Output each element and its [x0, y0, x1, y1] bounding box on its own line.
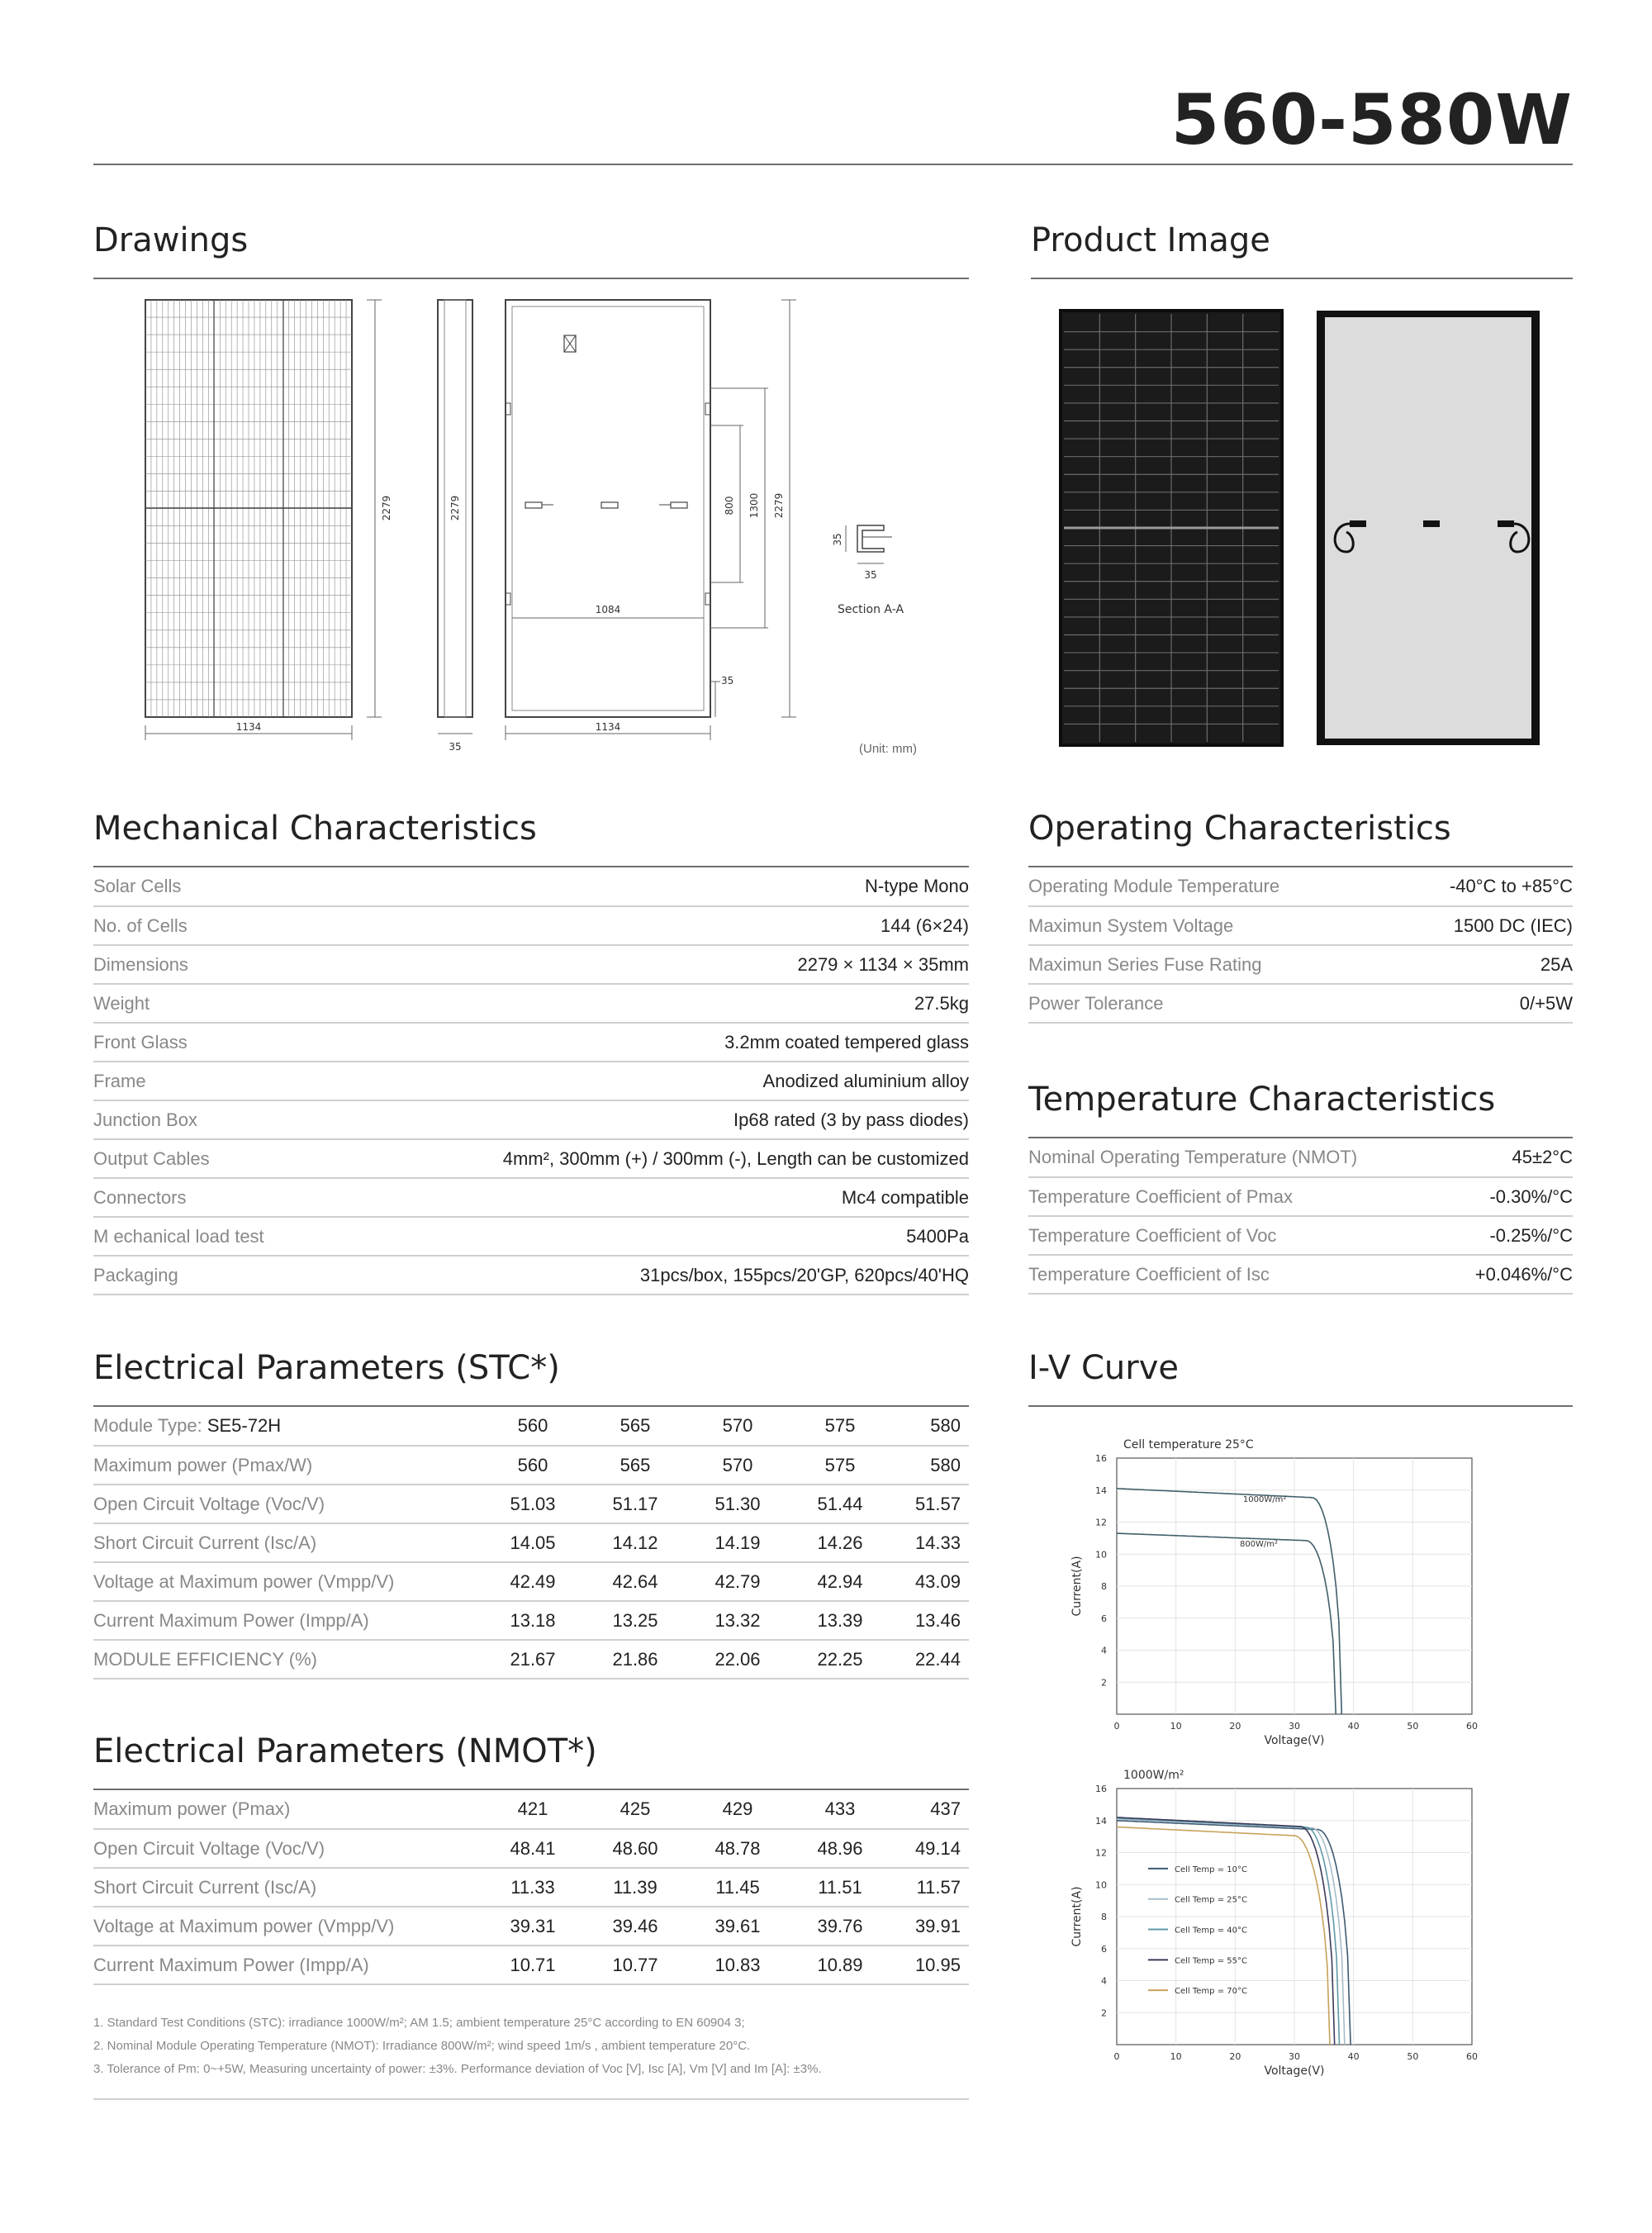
stc-value: 13.18	[482, 1601, 584, 1640]
chart-title: Cell temperature 25°C	[1123, 1438, 1254, 1451]
nmot-value: 49.14	[891, 1829, 969, 1868]
side-depth-label: 35	[449, 741, 462, 753]
stc-label: Current Maximum Power (Impp/A)	[93, 1601, 482, 1640]
nmot-value: 39.31	[482, 1907, 584, 1946]
stc-row	[93, 1446, 969, 1485]
operating-row	[1028, 945, 1573, 984]
mechanical-value: 2279 × 1134 × 35mm	[328, 945, 969, 984]
stc-value: 51.57	[891, 1485, 969, 1523]
temperature-row	[1028, 1177, 1573, 1216]
nmot-value: 39.91	[891, 1907, 969, 1946]
back-view-drawing	[506, 300, 796, 740]
mechanical-label: Output Cables	[93, 1139, 328, 1178]
stc-value: 22.44	[891, 1640, 969, 1679]
legend-label: Cell Temp = 55°C	[1175, 1956, 1247, 1966]
curve-label: 1000W/m²	[1242, 1494, 1287, 1504]
operating-value: 0/+5W	[1393, 984, 1573, 1023]
stc-value: 14.05	[482, 1523, 584, 1562]
stc-value: 580	[891, 1446, 969, 1485]
y-tick-label: 14	[1095, 1485, 1107, 1496]
stc-header-row	[93, 1407, 969, 1446]
x-tick-label: 20	[1229, 2051, 1241, 2062]
stc-row	[93, 1601, 969, 1640]
iv-chart-temperature	[1057, 1756, 1487, 2078]
stc-value: 13.39	[789, 1601, 891, 1640]
stc-value: 570	[686, 1446, 789, 1485]
temperature-row	[1028, 1216, 1573, 1255]
stc-row	[93, 1523, 969, 1562]
operating-value: -40°C to +85°C	[1393, 867, 1573, 906]
iv-divider	[1028, 1405, 1573, 1407]
module-type-cell	[93, 1407, 482, 1446]
x-tick-label: 60	[1466, 2051, 1478, 2062]
y-tick-label: 10	[1095, 1879, 1107, 1891]
nmot-row	[93, 1790, 969, 1829]
stc-value: 14.12	[584, 1523, 686, 1562]
nmot-label: Short Circuit Current (Isc/A)	[93, 1868, 482, 1907]
stc-table	[93, 1407, 969, 1680]
y-tick-label: 14	[1095, 1815, 1107, 1827]
back-1300-label: 1300	[748, 492, 760, 519]
operating-label: Power Tolerance	[1028, 984, 1393, 1023]
mechanical-row	[93, 984, 969, 1023]
front-view-drawing	[145, 300, 392, 740]
nmot-row	[93, 1907, 969, 1946]
nmot-value: 11.45	[686, 1868, 789, 1907]
operating-label: Maximun System Voltage	[1028, 906, 1393, 945]
stc-value: 560	[482, 1446, 584, 1485]
y-tick-label: 8	[1101, 1912, 1107, 1922]
stc-title: Electrical Parameters (STC*)	[93, 1349, 560, 1387]
drawings-divider	[93, 278, 969, 279]
nmot-value: 48.60	[584, 1829, 686, 1868]
operating-row	[1028, 906, 1573, 945]
temperature-value: 45±2°C	[1448, 1138, 1573, 1177]
nmot-row	[93, 1946, 969, 1984]
mechanical-row	[93, 1139, 969, 1178]
y-tick-label: 10	[1095, 1549, 1107, 1561]
stc-header-cell: 560	[482, 1407, 584, 1446]
iv-curve-line	[1117, 1827, 1330, 2045]
iv-curve-line	[1117, 1533, 1336, 1714]
nmot-value: 10.89	[789, 1946, 891, 1984]
temperature-row	[1028, 1255, 1573, 1294]
mechanical-row	[93, 1256, 969, 1295]
mechanical-label: Weight	[93, 984, 328, 1023]
stc-header-cell: 580	[891, 1407, 969, 1446]
section-label: Section A-A	[837, 603, 904, 616]
nmot-value: 429	[686, 1790, 789, 1829]
legend-label: Cell Temp = 40°C	[1175, 1926, 1247, 1936]
mechanical-label: No. of Cells	[93, 906, 328, 945]
stc-value: 42.94	[789, 1562, 891, 1601]
y-tick-label: 16	[1095, 1453, 1107, 1464]
y-tick-label: 2	[1101, 2007, 1107, 2019]
nmot-row	[93, 1868, 969, 1907]
front-height-label: 2279	[381, 495, 392, 521]
mechanical-row	[93, 1023, 969, 1062]
nmot-value: 425	[584, 1790, 686, 1829]
back-inner-width-label: 1084	[595, 604, 621, 615]
stc-label: MODULE EFFICIENCY (%)	[93, 1640, 482, 1679]
mechanical-table	[93, 867, 969, 1295]
stc-value: 13.46	[891, 1601, 969, 1640]
section-drawing	[832, 525, 904, 616]
module-type-value: SE5-72H	[206, 1415, 282, 1436]
chart-title: 1000W/m²	[1123, 1769, 1184, 1782]
stc-value: 575	[789, 1446, 891, 1485]
side-height-label: 2279	[449, 495, 461, 521]
mechanical-label: Junction Box	[93, 1100, 328, 1139]
nmot-value: 11.57	[891, 1868, 969, 1907]
stc-label: Short Circuit Current (Isc/A)	[93, 1523, 482, 1562]
back-2279-label: 2279	[773, 492, 785, 519]
nmot-value: 48.78	[686, 1829, 789, 1868]
mechanical-row	[93, 1100, 969, 1139]
mechanical-label: Connectors	[93, 1178, 328, 1217]
temperature-value: +0.046%/°C	[1448, 1255, 1573, 1294]
temperature-label: Temperature Coefficient of Pmax	[1028, 1177, 1448, 1216]
operating-label: Operating Module Temperature	[1028, 867, 1393, 906]
stc-value: 51.03	[482, 1485, 584, 1523]
stc-value: 21.86	[584, 1640, 686, 1679]
nmot-title: Electrical Parameters (NMOT*)	[93, 1732, 597, 1770]
x-tick-label: 20	[1229, 1721, 1241, 1732]
stc-value: 13.25	[584, 1601, 686, 1640]
footnote: 2. Nominal Module Operating Temperature (NMOT): Irradiance 800W/m²; wind speed 1m/s , ambient temperature 20°C.	[93, 2039, 751, 2053]
nmot-value: 10.83	[686, 1946, 789, 1984]
mechanical-value: Ip68 rated (3 by pass diodes)	[328, 1100, 969, 1139]
mechanical-row	[93, 945, 969, 984]
x-tick-label: 0	[1113, 1721, 1120, 1732]
stc-value: 14.19	[686, 1523, 789, 1562]
x-tick-label: 30	[1289, 2051, 1300, 2062]
temperature-label: Nominal Operating Temperature (NMOT)	[1028, 1138, 1448, 1177]
stc-row	[93, 1485, 969, 1523]
nmot-value: 437	[891, 1790, 969, 1829]
mechanical-value: N-type Mono	[328, 867, 969, 906]
mechanical-label: Dimensions	[93, 945, 328, 984]
mechanical-value: 144 (6×24)	[328, 906, 969, 945]
stc-value: 42.79	[686, 1562, 789, 1601]
stc-value: 22.25	[789, 1640, 891, 1679]
x-tick-label: 40	[1347, 2051, 1360, 2062]
bottom-divider	[93, 2098, 969, 2100]
nmot-value: 39.46	[584, 1907, 686, 1946]
operating-value: 1500 DC (IEC)	[1393, 906, 1573, 945]
section-bottom-label: 35	[864, 569, 877, 581]
operating-value: 25A	[1393, 945, 1573, 984]
back-frame-label: 35	[721, 675, 734, 687]
stc-value: 51.30	[686, 1485, 789, 1523]
stc-value: 42.49	[482, 1562, 584, 1601]
x-tick-label: 10	[1170, 2051, 1182, 2062]
stc-value: 21.67	[482, 1640, 584, 1679]
y-tick-label: 4	[1101, 1645, 1107, 1656]
mechanical-title: Mechanical Characteristics	[93, 810, 537, 848]
operating-row	[1028, 867, 1573, 906]
temperature-row	[1028, 1138, 1573, 1177]
nmot-value: 48.41	[482, 1829, 584, 1868]
nmot-value: 39.76	[789, 1907, 891, 1946]
nmot-table	[93, 1790, 969, 1985]
y-axis-label: Current(A)	[1070, 1886, 1084, 1947]
mechanical-row	[93, 1178, 969, 1217]
temperature-value: -0.30%/°C	[1448, 1177, 1573, 1216]
nmot-value: 421	[482, 1790, 584, 1829]
stc-value: 51.17	[584, 1485, 686, 1523]
legend-label: Cell Temp = 70°C	[1175, 1987, 1247, 1997]
x-tick-label: 60	[1466, 1721, 1478, 1732]
iv-chart-irradiance	[1057, 1425, 1487, 1747]
stc-header-cell: 575	[789, 1407, 891, 1446]
nmot-value: 11.39	[584, 1868, 686, 1907]
section-top-label: 35	[832, 533, 843, 546]
stc-value: 13.32	[686, 1601, 789, 1640]
stc-value: 14.33	[891, 1523, 969, 1562]
mechanical-label: Front Glass	[93, 1023, 328, 1062]
mechanical-value: 31pcs/box, 155pcs/20'GP, 620pcs/40'HQ	[328, 1256, 969, 1295]
top-divider	[93, 164, 1573, 165]
x-tick-label: 10	[1170, 1721, 1182, 1732]
mechanical-label: M echanical load test	[93, 1217, 328, 1256]
operating-row	[1028, 984, 1573, 1023]
temperature-label: Temperature Coefficient of Voc	[1028, 1216, 1448, 1255]
nmot-value: 11.33	[482, 1868, 584, 1907]
y-tick-label: 6	[1101, 1943, 1107, 1955]
back-width-label: 1134	[595, 721, 621, 733]
stc-label: Maximum power (Pmax/W)	[93, 1446, 482, 1485]
stc-value: 565	[584, 1446, 686, 1485]
stc-value: 43.09	[891, 1562, 969, 1601]
nmot-label: Voltage at Maximum power (Vmpp/V)	[93, 1907, 482, 1946]
mechanical-row	[93, 906, 969, 945]
y-tick-label: 6	[1101, 1613, 1107, 1624]
nmot-value: 48.96	[789, 1829, 891, 1868]
footnote: 1. Standard Test Conditions (STC): irradiance 1000W/m²; AM 1.5; ambient temperature 25°C according to EN 60904 3;	[93, 2016, 745, 2030]
mechanical-row	[93, 1062, 969, 1100]
stc-header-cell: 565	[584, 1407, 686, 1446]
stc-label: Voltage at Maximum power (Vmpp/V)	[93, 1562, 482, 1601]
product-image-divider	[1031, 278, 1573, 279]
mechanical-row	[93, 867, 969, 906]
unit-note: (Unit: mm)	[859, 742, 917, 756]
stc-row	[93, 1640, 969, 1679]
nmot-label: Current Maximum Power (Impp/A)	[93, 1946, 482, 1984]
temperature-value: -0.25%/°C	[1448, 1216, 1573, 1255]
y-axis-label: Current(A)	[1070, 1556, 1084, 1617]
stc-row	[93, 1562, 969, 1601]
nmot-value: 11.51	[789, 1868, 891, 1907]
panel-front-image	[1061, 311, 1282, 745]
nmot-value: 39.61	[686, 1907, 789, 1946]
x-tick-label: 50	[1407, 2051, 1419, 2062]
stc-value: 51.44	[789, 1485, 891, 1523]
nmot-row	[93, 1829, 969, 1868]
mechanical-value: Mc4 compatible	[328, 1178, 969, 1217]
y-tick-label: 12	[1095, 1847, 1107, 1859]
drawings-title: Drawings	[93, 221, 249, 259]
nmot-value: 433	[789, 1790, 891, 1829]
iv-title: I-V Curve	[1028, 1349, 1179, 1387]
stc-header-cell: 570	[686, 1407, 789, 1446]
x-axis-label: Voltage(V)	[1264, 1734, 1325, 1747]
x-tick-label: 30	[1289, 1721, 1300, 1732]
nmot-value: 10.71	[482, 1946, 584, 1984]
x-tick-label: 0	[1113, 2051, 1120, 2062]
nmot-label: Maximum power (Pmax)	[93, 1790, 482, 1829]
x-tick-label: 40	[1347, 1721, 1360, 1732]
module-type-label: Module Type:	[93, 1415, 202, 1436]
stc-label: Open Circuit Voltage (Voc/V)	[93, 1485, 482, 1523]
side-view-drawing	[438, 300, 472, 753]
temperature-title: Temperature Characteristics	[1028, 1081, 1496, 1119]
mechanical-value: 3.2mm coated tempered glass	[328, 1023, 969, 1062]
page-title: 560-580W	[1170, 79, 1573, 160]
stc-value: 14.26	[789, 1523, 891, 1562]
nmot-value: 10.77	[584, 1946, 686, 1984]
back-800-label: 800	[724, 496, 735, 515]
mechanical-label: Frame	[93, 1062, 328, 1100]
legend-label: Cell Temp = 25°C	[1175, 1895, 1247, 1905]
panel-back-image	[1317, 311, 1540, 745]
operating-table	[1028, 867, 1573, 1024]
mechanical-row	[93, 1217, 969, 1256]
x-axis-label: Voltage(V)	[1264, 2064, 1325, 2078]
legend-label: Cell Temp = 10°C	[1175, 1865, 1247, 1874]
footnotes	[93, 2012, 822, 2081]
nmot-value: 10.95	[891, 1946, 969, 1984]
y-tick-label: 2	[1101, 1677, 1107, 1689]
product-image-title: Product Image	[1031, 221, 1270, 259]
mechanical-value: Anodized aluminium alloy	[328, 1062, 969, 1100]
y-tick-label: 16	[1095, 1784, 1107, 1794]
technical-drawings	[132, 289, 942, 768]
product-images	[1057, 307, 1553, 750]
footnote: 3. Tolerance of Pm: 0~+5W, Measuring uncertainty of power: ±3%. Performance deviation of Voc [V], Isc [A], Vm [V] and Im [A]: ±3%.	[93, 2062, 822, 2076]
curve-label: 800W/m²	[1239, 1540, 1279, 1550]
mechanical-value: 5400Pa	[328, 1217, 969, 1256]
stc-value: 42.64	[584, 1562, 686, 1601]
mechanical-value: 4mm², 300mm (+) / 300mm (-), Length can be customized	[328, 1139, 969, 1178]
stc-value: 22.06	[686, 1640, 789, 1679]
mechanical-label: Packaging	[93, 1256, 328, 1295]
y-tick-label: 12	[1095, 1517, 1107, 1528]
x-tick-label: 50	[1407, 1721, 1419, 1732]
nmot-label: Open Circuit Voltage (Voc/V)	[93, 1829, 482, 1868]
mechanical-value: 27.5kg	[328, 984, 969, 1023]
front-width-label: 1134	[235, 721, 262, 733]
temperature-label: Temperature Coefficient of Isc	[1028, 1255, 1448, 1294]
y-tick-label: 4	[1101, 1975, 1107, 1987]
operating-label: Maximun Series Fuse Rating	[1028, 945, 1393, 984]
temperature-table	[1028, 1138, 1573, 1295]
operating-title: Operating Characteristics	[1028, 810, 1451, 848]
y-tick-label: 8	[1101, 1581, 1107, 1592]
mechanical-label: Solar Cells	[93, 867, 328, 906]
